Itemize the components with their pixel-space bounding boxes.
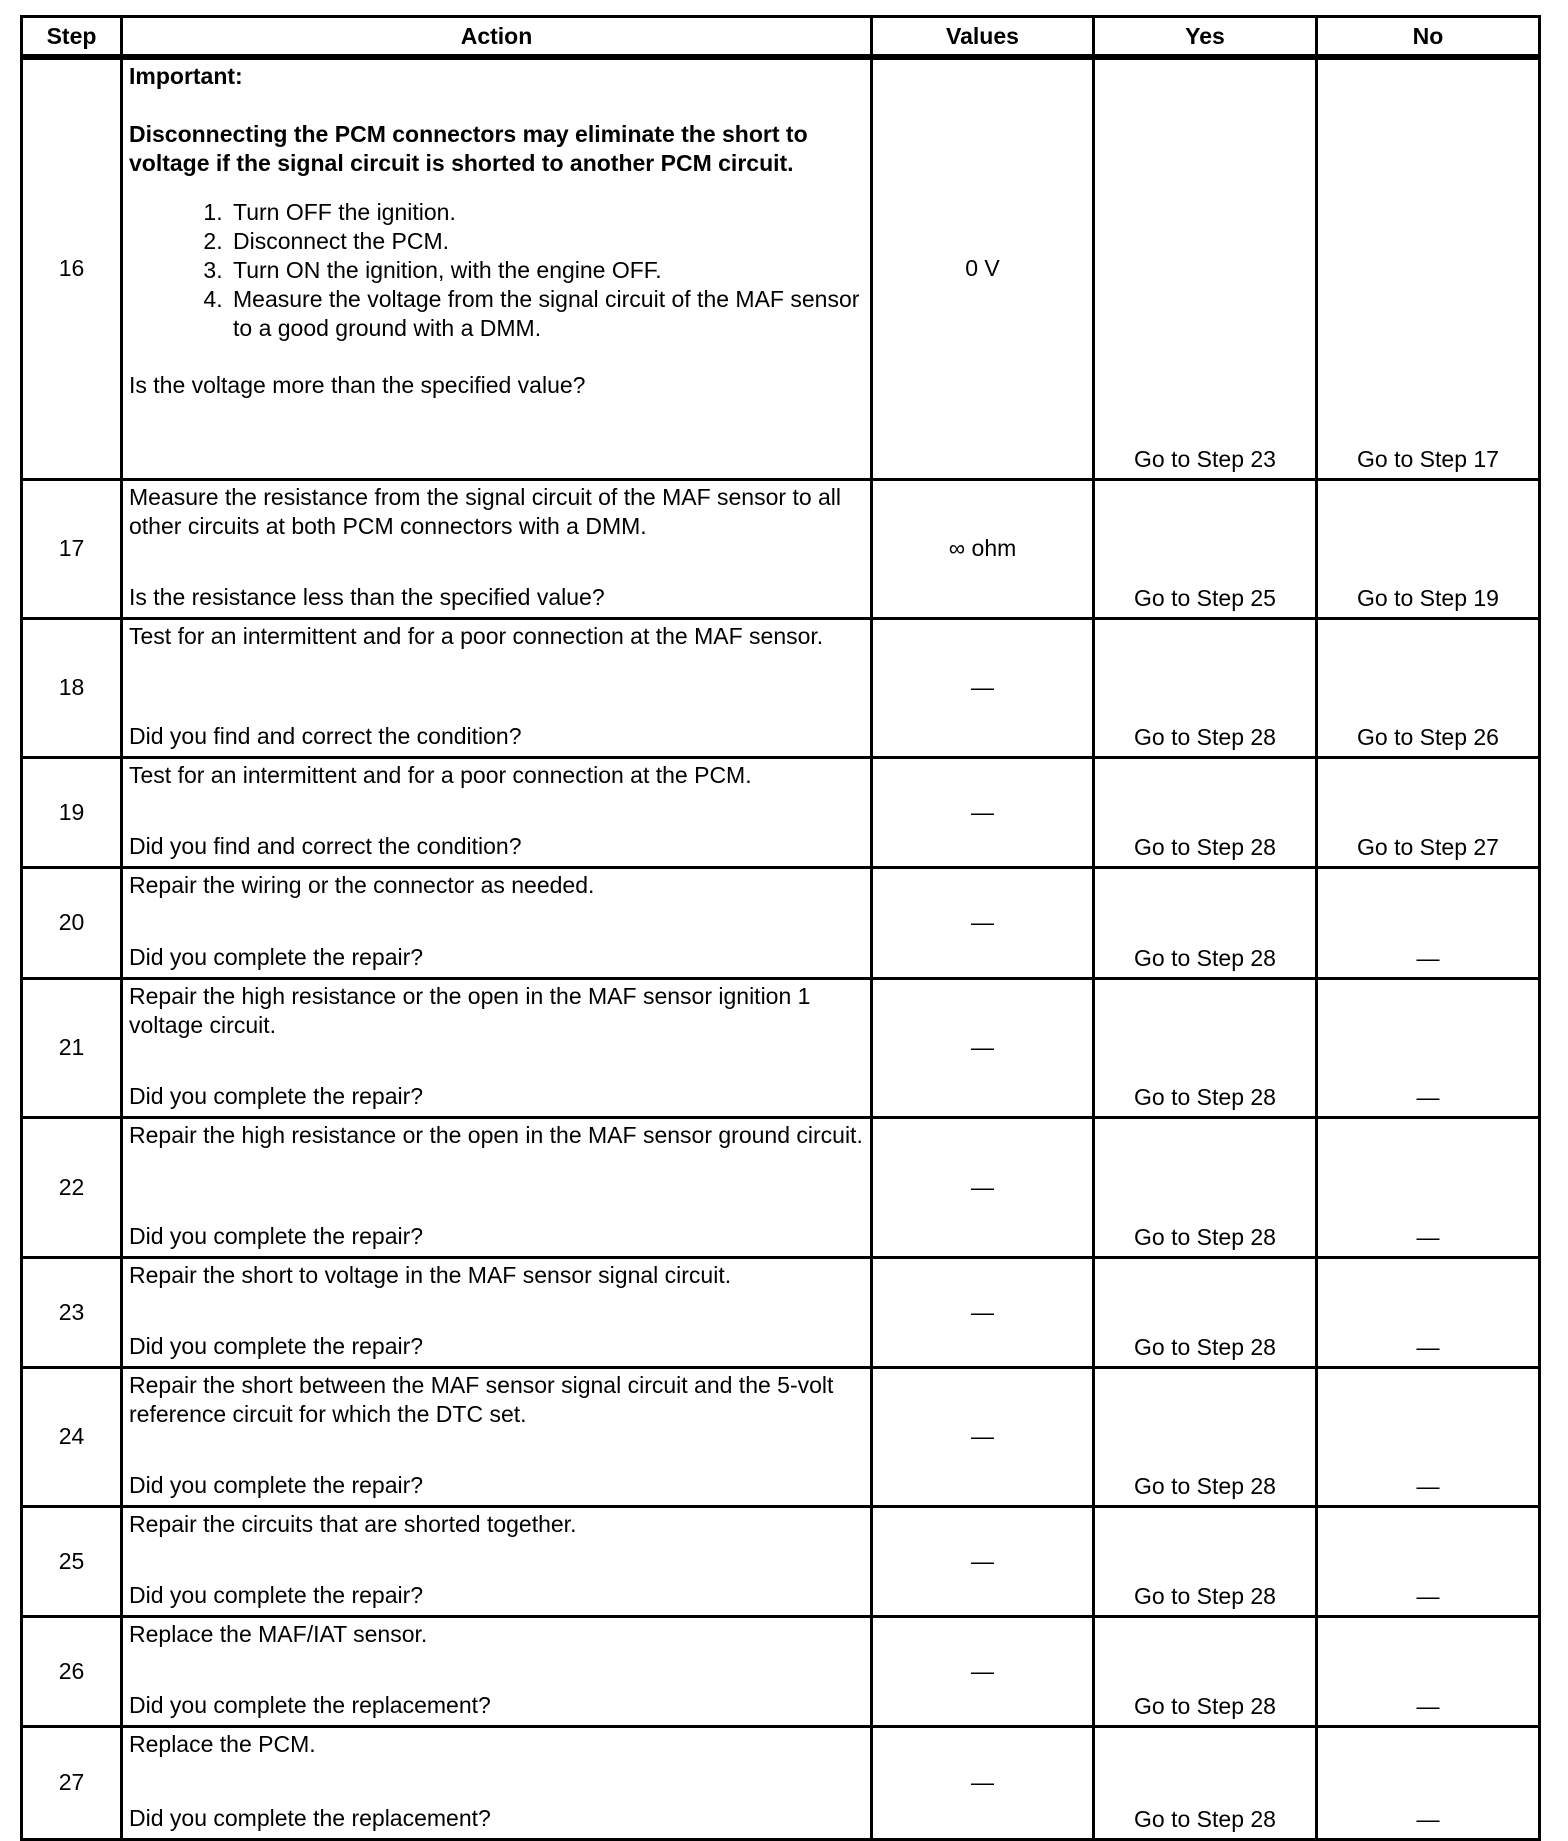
question: Did you complete the replacement? (129, 1804, 491, 1831)
no-link[interactable]: — (1317, 1726, 1540, 1839)
value: — (872, 978, 1094, 1117)
action-cell (122, 867, 872, 978)
action-cell (122, 978, 872, 1117)
table-row (22, 867, 1540, 978)
step-number: 22 (22, 1117, 122, 1257)
action-cell (122, 1616, 872, 1726)
question: Did you complete the repair? (129, 1332, 424, 1359)
question: Did you find and correct the condition? (129, 832, 522, 859)
action-text: Measure the resistance from the signal circuit of the MAF sensor to all other circuits at both PCM connectors with a DMM. (129, 483, 842, 539)
action-cell (122, 1367, 872, 1506)
action-cell (122, 1117, 872, 1257)
action-text: Repair the high resistance or the open in the MAF sensor ground circuit. (129, 1121, 863, 1148)
action-text: Replace the PCM. (129, 1730, 316, 1757)
yes-link[interactable]: Go to Step 28 (1094, 1726, 1317, 1839)
value: — (872, 1257, 1094, 1367)
action-text: Replace the MAF/IAT sensor. (129, 1620, 428, 1647)
table-row (22, 1257, 1540, 1367)
table-row (22, 1616, 1540, 1726)
action-cell (122, 57, 872, 479)
action-cell (122, 757, 872, 867)
question: Did you complete the repair? (129, 1222, 424, 1249)
no-link[interactable]: — (1317, 1367, 1540, 1506)
header-values: Values (872, 17, 1094, 58)
question: Did you find and correct the condition? (129, 722, 522, 749)
action-cell (122, 1257, 872, 1367)
value: — (872, 1616, 1094, 1726)
header-step: Step (22, 17, 122, 58)
value: — (872, 1117, 1094, 1257)
no-link[interactable]: Go to Step 26 (1317, 618, 1540, 757)
table-row (22, 57, 1540, 479)
no-link[interactable]: — (1317, 978, 1540, 1117)
action-text: Test for an intermittent and for a poor connection at the MAF sensor. (129, 622, 824, 649)
value: — (872, 618, 1094, 757)
action-text: Repair the wiring or the connector as needed. (129, 871, 595, 898)
action-text: Test for an intermittent and for a poor connection at the PCM. (129, 761, 752, 788)
question: Did you complete the repair? (129, 1082, 424, 1109)
value: — (872, 757, 1094, 867)
list-item: 4. Measure the voltage from the signal circuit of the MAF sensor to a good ground with a DMM. (229, 285, 864, 343)
value: 0 V (872, 57, 1094, 479)
step-number: 23 (22, 1257, 122, 1367)
yes-link[interactable]: Go to Step 28 (1094, 618, 1317, 757)
yes-link[interactable]: Go to Step 23 (1094, 57, 1317, 479)
important-label: Important: (129, 63, 243, 89)
table-row (22, 757, 1540, 867)
no-link[interactable]: Go to Step 19 (1317, 479, 1540, 618)
header-action: Action (122, 17, 872, 58)
action-text: Repair the high resistance or the open in the MAF sensor ignition 1 voltage circuit. (129, 982, 811, 1038)
action-cell (122, 1726, 872, 1839)
step-number: 17 (22, 479, 122, 618)
value: — (872, 1506, 1094, 1616)
action-text: Repair the short to voltage in the MAF sensor signal circuit. (129, 1261, 732, 1288)
question: Is the resistance less than the specified value? (129, 583, 605, 610)
header-yes: Yes (1094, 17, 1317, 58)
no-link[interactable]: — (1317, 1616, 1540, 1726)
step-number: 21 (22, 978, 122, 1117)
value: ∞ ohm (872, 479, 1094, 618)
no-link[interactable]: Go to Step 27 (1317, 757, 1540, 867)
yes-link[interactable]: Go to Step 28 (1094, 1616, 1317, 1726)
step-number: 18 (22, 618, 122, 757)
step-number: 26 (22, 1616, 122, 1726)
yes-link[interactable]: Go to Step 28 (1094, 1506, 1317, 1616)
value: — (872, 1367, 1094, 1506)
action-text: Repair the short between the MAF sensor signal circuit and the 5-volt reference circuit for which the DTC set. (129, 1371, 834, 1427)
no-link[interactable]: — (1317, 1506, 1540, 1616)
question: Did you complete the replacement? (129, 1691, 491, 1718)
step-number: 24 (22, 1367, 122, 1506)
question: Did you complete the repair? (129, 1581, 424, 1608)
yes-link[interactable]: Go to Step 25 (1094, 479, 1317, 618)
action-cell (122, 1506, 872, 1616)
table-row (22, 479, 1540, 618)
question: Did you complete the repair? (129, 943, 424, 970)
step-number: 27 (22, 1726, 122, 1839)
important-note: Disconnecting the PCM connectors may eliminate the short to voltage if the signal circuit is shorted to another PCM circuit. (129, 121, 808, 176)
yes-link[interactable]: Go to Step 28 (1094, 757, 1317, 867)
list-item: 3. Turn ON the ignition, with the engine OFF. (229, 256, 864, 285)
list-item: 2. Disconnect the PCM. (229, 227, 864, 256)
no-link[interactable]: — (1317, 1117, 1540, 1257)
action-cell (122, 479, 872, 618)
action-cell (122, 618, 872, 757)
yes-link[interactable]: Go to Step 28 (1094, 1117, 1317, 1257)
table-row (22, 1506, 1540, 1616)
no-link[interactable]: Go to Step 17 (1317, 57, 1540, 479)
table-row (22, 618, 1540, 757)
table-row (22, 1367, 1540, 1506)
step-number: 16 (22, 57, 122, 479)
yes-link[interactable]: Go to Step 28 (1094, 1367, 1317, 1506)
table-row (22, 978, 1540, 1117)
list-item: 1. Turn OFF the ignition. (229, 198, 864, 227)
header-no: No (1317, 17, 1540, 58)
step-number: 19 (22, 757, 122, 867)
action-text: Repair the circuits that are shorted together. (129, 1510, 577, 1537)
table-row (22, 1726, 1540, 1839)
yes-link[interactable]: Go to Step 28 (1094, 1257, 1317, 1367)
step-number: 25 (22, 1506, 122, 1616)
question: Did you complete the repair? (129, 1471, 424, 1498)
diagnostic-table (20, 15, 1541, 1841)
no-link[interactable]: — (1317, 1257, 1540, 1367)
step-number: 20 (22, 867, 122, 978)
header-row (22, 17, 1540, 58)
yes-link[interactable]: Go to Step 28 (1094, 978, 1317, 1117)
procedure-list (129, 198, 864, 343)
question: Is the voltage more than the specified value? (129, 372, 586, 398)
table-row (22, 1117, 1540, 1257)
no-link[interactable]: — (1317, 867, 1540, 978)
value: — (872, 1726, 1094, 1839)
value: — (872, 867, 1094, 978)
yes-link[interactable]: Go to Step 28 (1094, 867, 1317, 978)
